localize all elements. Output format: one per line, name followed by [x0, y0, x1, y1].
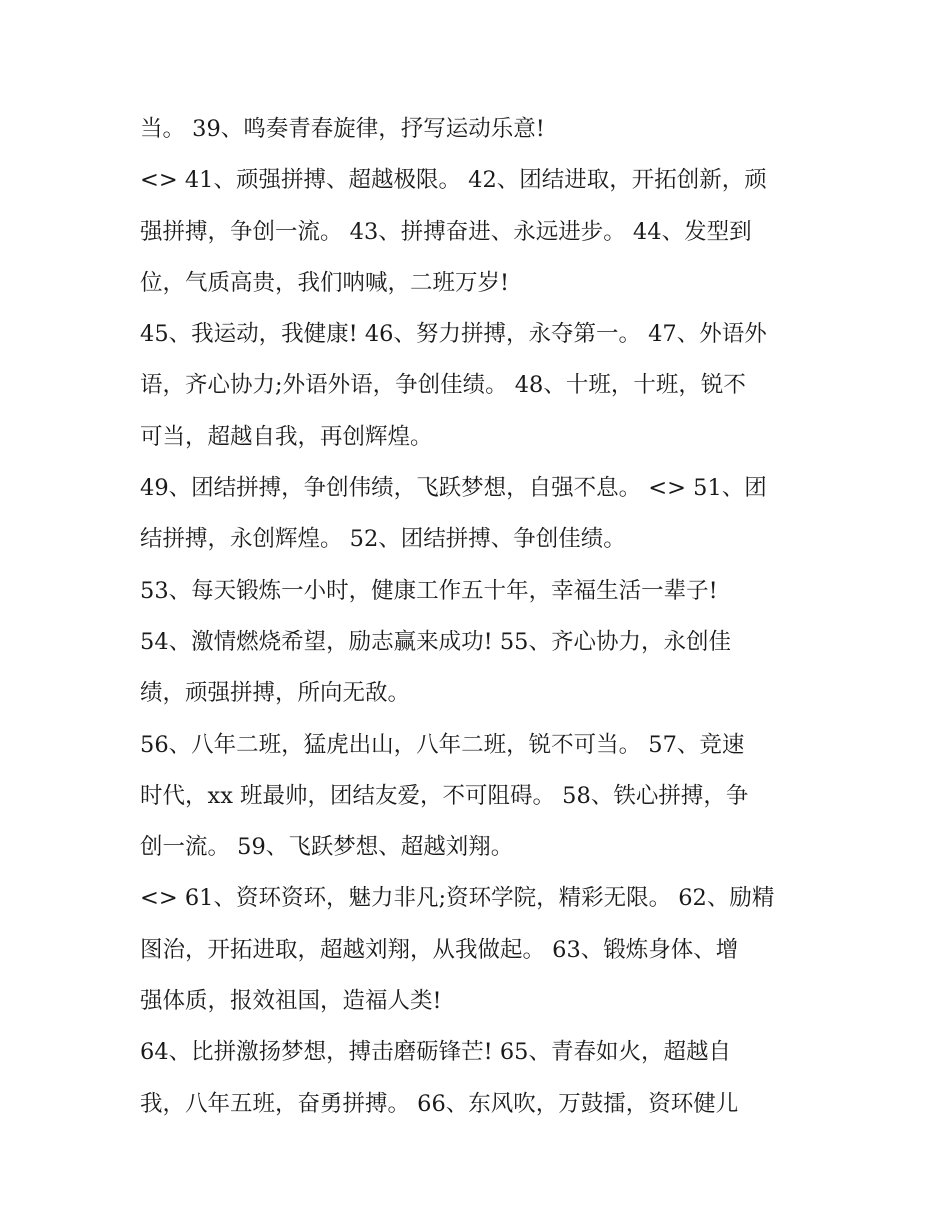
text-line: 时代，xx 班最帅，团结友爱，不可阻碍。 58、铁心拼搏，争: [140, 782, 749, 809]
document-body: [140, 104, 820, 1130]
text-line: 图治，开拓进取，超越刘翔，从我做起。 63、锻炼身体、增: [140, 936, 739, 963]
text-line: 56、八年二班，猛虎出山，八年二班，锐不可当。 57、竞速: [140, 731, 745, 758]
text-line: 强拼搏，争创一流。 43、拼搏奋进、永远进步。 44、发型到: [140, 218, 752, 245]
text-line: 结拼搏，永创辉煌。 52、团结拼搏、争创佳绩。: [140, 526, 626, 553]
text-line: 创一流。 59、飞跃梦想、超越刘翔。: [140, 834, 514, 861]
text-line: 54、激情燃烧希望，励志赢来成功! 55、齐心协力，永创佳: [140, 628, 731, 655]
text-line: 我，八年五班，奋勇拼搏。 66、东风吹，万鼓擂，资环健儿: [140, 1090, 739, 1117]
text-line: 53、每天锻炼一小时，健康工作五十年，幸福生活一辈子!: [140, 577, 718, 604]
text-line: 49、团结拼搏，争创伟绩，飞跃梦想，自强不息。 <> 51、团: [140, 475, 767, 502]
text-line: <> 41、顽强拼搏、超越极限。 42、团结进取，开拓创新，顽: [140, 167, 767, 194]
text-line: 强体质，报效祖国，造福人类!: [140, 988, 442, 1015]
text-line: <> 61、资环资环，魅力非凡;资环学院，精彩无限。 62、励精: [140, 885, 775, 912]
text-line: 语，齐心协力;外语外语，争创佳绩。 48、十班，十班，锐不: [140, 372, 746, 399]
text-line: 位，气质高贵，我们呐喊，二班万岁!: [140, 269, 510, 296]
text-line: 可当，超越自我，再创辉煌。: [140, 423, 433, 450]
text-line: 当。 39、鸣奏青春旋律，抒写运动乐意!: [140, 116, 545, 142]
text-line: 64、比拼激扬梦想，搏击磨砺锋芒! 65、青春如火，超越自: [140, 1039, 731, 1066]
text-line: 45、我运动，我健康! 46、努力拼搏，永夺第一。 47、外语外: [140, 321, 767, 348]
text-line: 绩，顽强拼搏，所向无敌。: [140, 680, 411, 707]
